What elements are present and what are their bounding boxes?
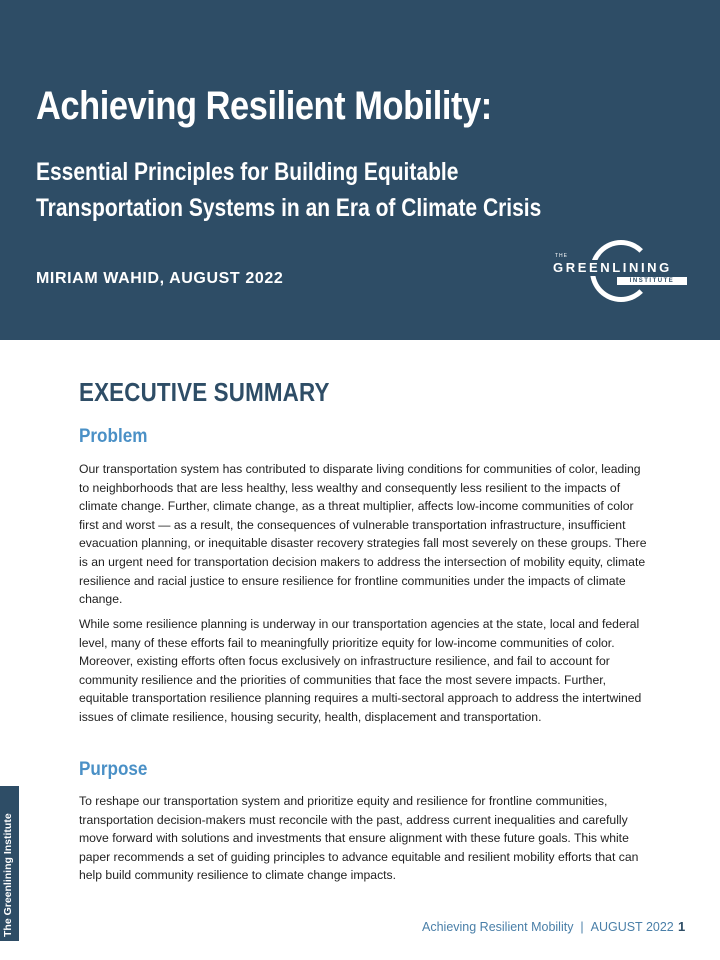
- footer-running-title: [422, 920, 674, 934]
- author-date: MIRIAM WAHID, AUGUST 2022: [36, 270, 284, 287]
- executive-summary-heading: EXECUTIVE SUMMARY: [79, 377, 330, 407]
- problem-heading: Problem: [79, 426, 148, 447]
- sidebar-label: The Greenlining Institute: [2, 813, 14, 937]
- purpose-paragraph: To reshape our transportation system and prioritize equity and resilience for frontline communities, transportation decision-makers must reconcile with the past, address current inequalities and carefully move forward with solutions and investments that ensure alignment with these future goals. This white paper recommends a set of guiding principles to advance equitable and resilient mobility efforts that can help build community resilience to climate change impacts.: [79, 794, 639, 883]
- footer-date: AUGUST 2022: [590, 920, 674, 934]
- logo-institute: INSTITUTE: [617, 277, 687, 285]
- logo-name: GREENLINING: [553, 260, 693, 276]
- report-subtitle: [36, 154, 641, 226]
- report-title: Achieving Resilient Mobility:: [36, 84, 492, 128]
- footer-separator: |: [580, 920, 584, 934]
- page-number: 1: [678, 919, 686, 934]
- cover-header: [0, 0, 720, 340]
- subtitle-line-1: Essential Principles for Building Equitable: [36, 158, 459, 186]
- greenlining-logo: [553, 240, 693, 306]
- footer-doc-title: Achieving Resilient Mobility: [422, 920, 574, 934]
- purpose-heading: Purpose: [79, 759, 148, 780]
- logo-the: THE: [555, 253, 568, 259]
- problem-paragraph-2: While some resilience planning is underway in our transportation agencies at the state, local and federal level, many of these efforts fail to meaningfully prioritize equity for low-income communities of color. Moreover, existing efforts often focus exclusively on infrastructure resilience, and fail to account for community resilience and the priorities of communities that face the most severe impacts. Further, equitable transportation resilience planning requires a multi-sectoral approach to address the intertwined issues of climate resilience, housing security, health, displacement and transportation.: [79, 617, 642, 724]
- problem-paragraph-1: Our transportation system has contributed to disparate living conditions for communities of color, leading to neighborhoods that are less healthy, less wealthy and consequently less resilient to the impacts of climate change. Further, climate change, as a threat multiplier, affects low-income communities of color first and worst — as a result, the consequences of vulnerable transportation infrastructure, insufficient evacuation planning, or inequitable disaster recovery strategies fall most severely on these groups. There is an urgent need for transportation decision makers to address the intersection of mobility equity, climate resilience and racial justice to ensure resilience for frontline communities under the impacts of climate change.: [79, 462, 647, 607]
- subtitle-line-2: Transportation Systems in an Era of Climate Crisis: [36, 194, 542, 222]
